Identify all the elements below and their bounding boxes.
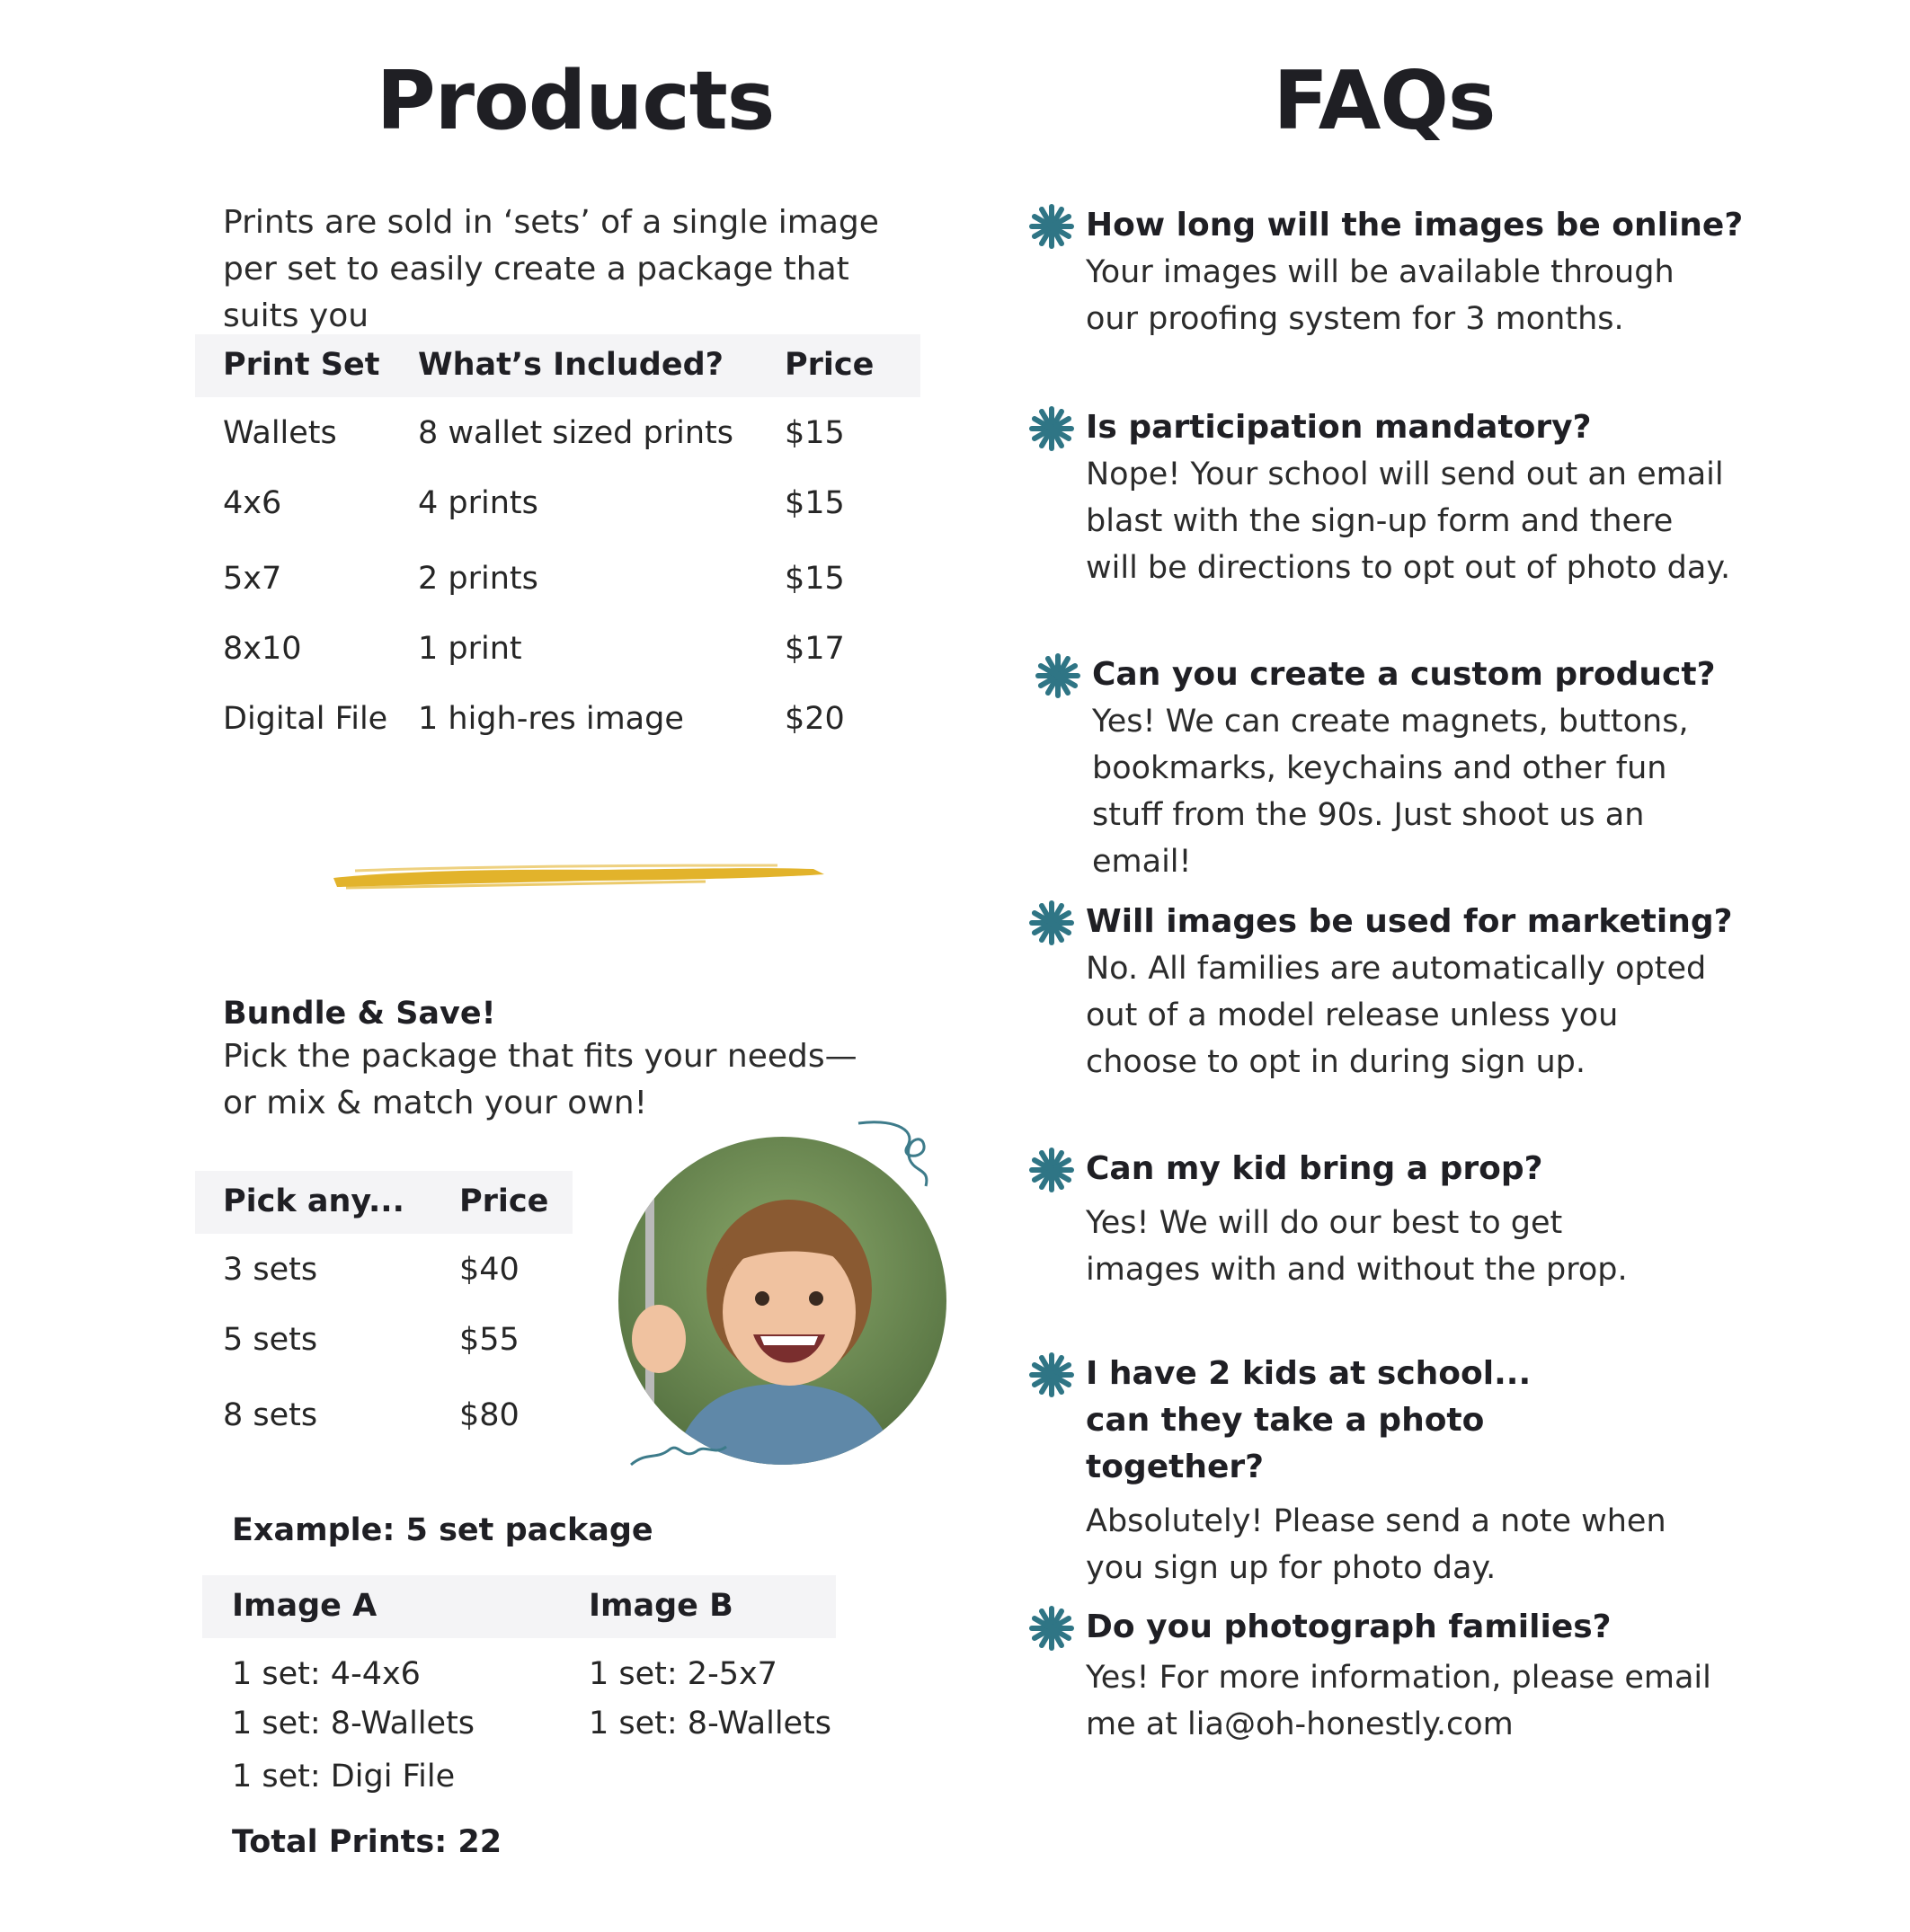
header-image-a: Image A [232,1588,378,1624]
faqs-title: FAQs [1273,54,1496,148]
print-set-name: Digital File [223,701,388,737]
header-whats-included: What’s Included? [418,347,724,383]
example-title: Example: 5 set package [232,1512,653,1548]
example-a-line: 1 set: 8-Wallets [232,1706,475,1741]
bundle-table [195,1171,573,1458]
faq-answer: Absolutely! Please send a note when you sign up for photo day. [1086,1503,1666,1586]
faq-item [1034,651,1771,885]
faq-answer: Yes! For more information, please email me at lia@oh-honestly.com [1086,1660,1711,1742]
faq-answer: Nope! Your school will send out an email blast with the sign-up form and there will be directions to opt out of photo day. [1086,456,1731,586]
header-pick-any: Pick any... [223,1183,404,1219]
total-prints: Total Prints: 22 [232,1824,502,1860]
header-bundle-price: Price [459,1183,549,1219]
print-set-table [195,334,920,748]
bundle-price: $40 [459,1252,520,1288]
asterisk-flower-icon [1027,899,1076,947]
print-set-included: 2 prints [418,561,538,597]
faq-item [1027,1146,1764,1293]
print-set-name: Wallets [223,415,337,451]
products-title: Products [376,54,775,148]
print-set-included: 1 print [418,631,522,667]
faq-item [1027,899,1764,1086]
bundle-title: Bundle & Save! [223,996,496,1032]
bundle-price: $55 [459,1322,520,1358]
faq-item [1027,202,1764,342]
bundle-sets: 3 sets [223,1252,318,1288]
example-table-header [202,1575,836,1638]
faq-answer: Yes! We can create magnets, buttons, bookmarks, keychains and other fun stuff from the 90s. Just shoot us an email! [1092,704,1689,880]
asterisk-flower-icon [1034,651,1082,700]
bundle-sets: 8 sets [223,1397,318,1433]
bundle-price: $80 [459,1397,520,1433]
asterisk-flower-icon [1027,1604,1076,1653]
faq-answer: Your images will be available through our proofing system for 3 months. [1086,254,1675,337]
faq-question: I have 2 kids at school... can they take a photo together? [1086,1355,1532,1485]
print-set-price: $17 [785,631,845,667]
asterisk-flower-icon [1027,1351,1076,1399]
example-b-line: 1 set: 8-Wallets [589,1706,832,1741]
bundle-table-header [195,1171,573,1234]
example-table [202,1575,836,1809]
print-set-price: $15 [785,415,845,451]
bundle-sets: 5 sets [223,1322,318,1358]
example-a-line: 1 set: 4-4x6 [232,1656,421,1692]
faq-question: Will images be used for marketing? [1086,903,1733,940]
example-b-line: 1 set: 2-5x7 [589,1656,777,1692]
print-set-included: 4 prints [418,485,538,521]
squiggle-decoration-bottom [629,1433,728,1469]
faq-question: Is participation mandatory? [1086,409,1592,446]
asterisk-flower-icon [1027,202,1076,251]
faq-item [1027,1604,1764,1748]
faq-question: Do you photograph families? [1086,1609,1612,1645]
squiggle-decoration-top [854,1119,935,1200]
print-set-included: 1 high-res image [418,701,684,737]
faq-question: Can you create a custom product? [1092,656,1716,693]
example-a-line: 1 set: Digi File [232,1759,456,1795]
products-intro: Prints are sold in ‘sets’ of a single image per set to easily create a package that suits you [223,204,879,334]
brush-stroke-divider [328,858,831,899]
faq-question: How long will the images be online? [1086,207,1744,244]
header-price: Price [785,347,875,383]
faq-answer: Yes! We will do our best to get images with and without the prop. [1086,1205,1628,1288]
print-set-price: $20 [785,701,845,737]
print-set-included: 8 wallet sized prints [418,415,733,451]
bundle-text: Pick the package that fits your needs—or mix & match your own! [223,1038,857,1121]
faq-question: Can my kid bring a prop? [1086,1150,1543,1187]
asterisk-flower-icon [1027,1146,1076,1194]
asterisk-flower-icon [1027,404,1076,453]
print-set-price: $15 [785,485,845,521]
header-print-set: Print Set [223,347,380,383]
faq-answer: No. All families are automatically opted out of a model release unless you choose to opt in during sign up. [1086,951,1707,1080]
print-set-price: $15 [785,561,845,597]
header-image-b: Image B [589,1588,733,1624]
print-set-name: 4x6 [223,485,282,521]
faq-item [1027,404,1764,591]
faq-item [1027,1351,1764,1591]
print-set-name: 5x7 [223,561,282,597]
print-set-table-header [195,334,920,397]
print-set-name: 8x10 [223,631,302,667]
